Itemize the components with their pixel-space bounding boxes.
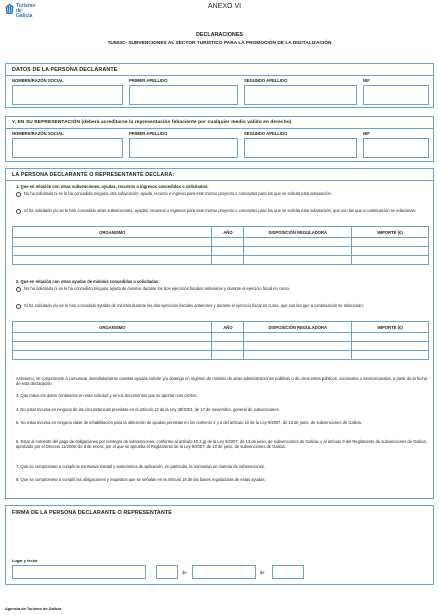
representative-surname2-field[interactable]: [244, 138, 357, 158]
aid-table-1-header-amount: IMPORTE (€): [352, 227, 429, 238]
logo-text-2: de: [16, 8, 22, 14]
table-row: [13, 342, 429, 351]
q1-option-no-radio[interactable]: [16, 192, 21, 197]
aid-table-1-header-organismo: ORGANISMO: [13, 227, 212, 238]
representative-nif-field[interactable]: [363, 138, 429, 158]
declares-title: LA PERSONA DECLARANTE O REPRESENTANTE DECLARA:: [12, 172, 175, 178]
day-field[interactable]: [156, 565, 178, 579]
declaration-7: 7. Que se compromete a cumplir la normativa estatal y autonómica de aplicación, en particular, la normativa en materia de subvenciones.: [16, 464, 266, 469]
signature-title: FIRMA DE LA PERSONA DECLARANTE O REPRESENTANTE: [12, 510, 172, 516]
place-field[interactable]: [12, 565, 146, 579]
representative-surname1-field[interactable]: [129, 138, 238, 158]
declarant-surname1-field[interactable]: [129, 85, 238, 105]
declaration-6: 6. Estar al corriente del pago de obligaciones por reintegro de subvenciones, conforme al artículo 10.2.g) de la Ley 9/2007, de 13 de junio, de subvenciones de Galicia, y al artículo 9 del Reglamento de subvenciones de Galicia, aprobado por el Decreto 11/2009, de 8 de enero, por el que se aprueba el Reglamento de la Ley 9/2007, de 13 de junio, de subvenciones de Galicia.: [16, 439, 427, 450]
place-date-label: Lugar y fecha: [12, 558, 38, 563]
table-row: [13, 351, 429, 360]
representative-name-field[interactable]: [12, 138, 123, 158]
commitment-text: Asimismo, se compromete a comunicar inmediatamente cuantas ayudas solicite y/u obtenga en régimen de minimis de otras administraciones públicas o de otros entes públicos, nacionales o internacionales, a partir de la fecha de esta declaración.: [16, 376, 427, 387]
representative-name-label: NOMBRE/RAZÓN SOCIAL: [12, 131, 64, 136]
aid-table-1-header-regulation: DISPOSICIÓN REGULADORA: [244, 227, 352, 238]
logo-text-3: Galicia: [16, 13, 33, 19]
declarant-name-field[interactable]: [12, 85, 123, 105]
representative-section: [5, 116, 434, 162]
q2-option-no-radio[interactable]: [16, 287, 21, 292]
declaration-3: 3. Que todos los datos contenidos en esta solicitud y en los documentos que se aportan son ciertos.: [16, 393, 198, 398]
page-subtitle: TU503C- SUBVENCIONES AL SECTOR TURÍSTICO PARA LA PROMOCIÓN DE LA DIGITALIZACIÓN: [107, 41, 332, 46]
declarant-surname2-field[interactable]: [244, 85, 357, 105]
representative-surname1-label: PRIMER APELLIDO: [129, 131, 168, 136]
de-separator-2: de: [260, 570, 265, 575]
declaration-5: 5. No estar incursa en ninguna clase de inhabilitación para la obtención de ayudas previstas en los números 2 y 3 del artículo 10 de la Ley 9/2007, de 13 de junio, de subvenciones de Galicia.: [16, 420, 362, 425]
q2-option-no-text: No ha solicitado ni se le ha concedido ninguna ayuda de minimis durante los dos ejercicios fiscales anteriores y durante el ejercicio fiscal en curso.: [24, 286, 291, 291]
aid-table-2-header-regulation: DISPOSICIÓN REGULADORA: [244, 322, 352, 333]
aid-table-1: [12, 226, 429, 265]
q1-option-no-text: No ha solicitado ni se le ha concedido ninguna otra subvención, ayuda, recurso o ingreso para este mismo proyecto o conceptos para los que se solicita esta subvención.: [24, 191, 332, 196]
question-1: 1. Que en relación con otras subvenciones, ayudas, recursos o ingresos concedidos o solicitados:: [16, 184, 209, 189]
q1-option-yes-radio[interactable]: [16, 209, 21, 214]
representative-nif-label: NIF: [363, 131, 370, 136]
declarant-name-label: NOMBRE/RAZÓN SOCIAL: [12, 78, 64, 83]
declaration-8: 8. Que se compromete a cumplir las obligaciones y requisitos que se señalan en el artículo 18 de las bases reguladoras de estas ayudas.: [16, 477, 266, 482]
representative-surname2-label: SEGUNDO APELLIDO: [244, 131, 288, 136]
table-row: [13, 333, 429, 342]
q2-option-yes-text: Sí ha solicitado y/o se le han concedido ayudas de minimis durante los dos ejercicios fiscales anteriores y durante el ejercicio fiscal en curso, que son las que a continuación se relacionan:: [24, 303, 364, 308]
page-title: DECLARACIONES: [195, 32, 244, 38]
aid-table-2-header-year: AÑO: [212, 322, 244, 333]
comma-separator: ,: [150, 572, 152, 577]
table-row: [13, 238, 429, 247]
question-2: 2. Que en relación con otras ayudas de minimis concedidas o solicitadas:: [16, 279, 160, 284]
table-row: [13, 256, 429, 265]
logo-text-1: Turismo: [16, 3, 36, 9]
aid-table-2-header-organismo: ORGANISMO: [13, 322, 212, 333]
declarant-title: DATOS DE LA PERSONA DECLARANTE: [12, 67, 118, 73]
signature-section: [5, 505, 434, 585]
annex-label: ANEXO VI: [208, 3, 242, 10]
aid-table-2: [12, 321, 429, 360]
year-field[interactable]: [272, 565, 304, 579]
representative-title: Y, EN SU REPRESENTACIÓN (deberá acreditarse la representación fehaciente por cualquier medio válido en derecho): [12, 120, 292, 125]
q1-option-yes-text: Sí ha solicitado y/o se le han concedido otras subvenciones, ayudas, recursos o ingresos para este mismo proyecto o conceptos para los que se solicita esta subvención, que son las que a continuación se relacionan:: [24, 208, 417, 213]
table-row: [13, 247, 429, 256]
logo: [5, 3, 45, 25]
aid-table-1-header-year: AÑO: [212, 227, 244, 238]
q2-option-yes-radio[interactable]: [16, 304, 21, 309]
de-separator-1: de: [182, 570, 187, 575]
galicia-shell-icon: [5, 3, 14, 15]
declaration-4: 4. No estar incursa en ninguna de las circunstancias previstas en el artículo 13 de la Ley 38/2003, de 17 de noviembre, general de subvenciones.: [16, 407, 280, 412]
declarant-section: [5, 63, 434, 108]
declarant-surname2-label: SEGUNDO APELLIDO: [244, 78, 288, 83]
footer-text: Agencia de Turismo de Galicia: [5, 606, 62, 611]
declarant-surname1-label: PRIMER APELLIDO: [129, 78, 168, 83]
aid-table-2-header-amount: IMPORTE (€): [352, 322, 429, 333]
declarant-nif-label: NIF: [363, 78, 370, 83]
declares-section: [5, 168, 434, 499]
month-field[interactable]: [192, 565, 256, 579]
declarant-nif-field[interactable]: [363, 85, 429, 105]
